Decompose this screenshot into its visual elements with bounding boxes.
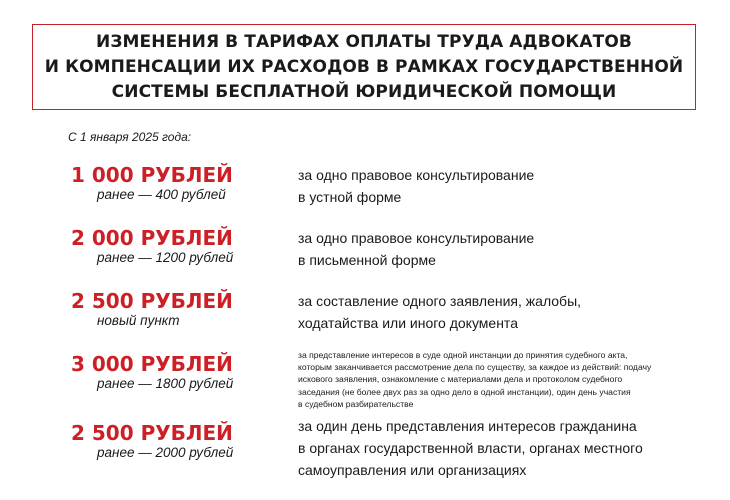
effective-date: С 1 января 2025 года: [68,130,192,144]
tariff-description [298,349,651,410]
title-box [32,24,696,110]
tariff-previous: новый пункт [97,313,180,328]
title-line-3: СИСТЕМЫ БЕСПЛАТНОЙ ЮРИДИЧЕСКОЙ ПОМОЩИ [111,81,617,102]
description-line: за одно правовое консультирование [298,167,535,183]
description-line: в устной форме [298,189,402,205]
description-line: за составление одного заявления, жалобы, [298,293,582,309]
description-line: самоуправления или организациях [298,462,527,478]
description-line: ходатайства или иного документа [298,315,518,331]
description-line: за одно правовое консультирование [298,230,535,246]
description-line: за представление интересов в суде одной инстанции до принятия судебного акта, [298,350,628,360]
title-line-1: ИЗМЕНЕНИЯ В ТАРИФАХ ОПЛАТЫ ТРУДА АДВОКАТОВ [96,31,632,52]
tariff-previous: ранее — 1200 рублей [97,250,234,265]
tariff-description [298,164,534,208]
tariff-previous: ранее — 1800 рублей [97,376,234,391]
tariff-description [298,415,643,481]
description-line: которым заканчивается рассмотрение дела по существу, за каждое из действий: подачу [298,362,652,373]
tariff-price: 2 500 РУБЛЕЙ [71,289,233,313]
tariff-price: 1 000 РУБЛЕЙ [71,163,233,187]
tariff-previous: ранее — 2000 рублей [97,445,234,460]
tariff-price: 3 000 РУБЛЕЙ [71,352,233,376]
description-line: заседания (не более двух раз за одно дело в одной инстанции), один день участия [298,386,631,397]
title-line-2: И КОМПЕНСАЦИИ ИХ РАСХОДОВ В РАМКАХ ГОСУДАРСТВЕННОЙ [44,56,684,77]
description-line: в письменной форме [298,252,436,268]
tariff-description [298,227,534,271]
tariff-price: 2 000 РУБЛЕЙ [71,226,233,250]
description-line: в судебном разбирательстве [298,398,414,409]
tariff-price: 2 500 РУБЛЕЙ [71,421,233,445]
tariff-previous: ранее — 400 рублей [97,187,226,202]
description-line: за один день представления интересов гражданина [298,418,637,434]
tariff-description [298,290,581,334]
description-line: искового заявления, ознакомление с материалами дела и протоколом судебного [298,374,623,385]
description-line: в органах государственной власти, органах местного [298,440,643,456]
